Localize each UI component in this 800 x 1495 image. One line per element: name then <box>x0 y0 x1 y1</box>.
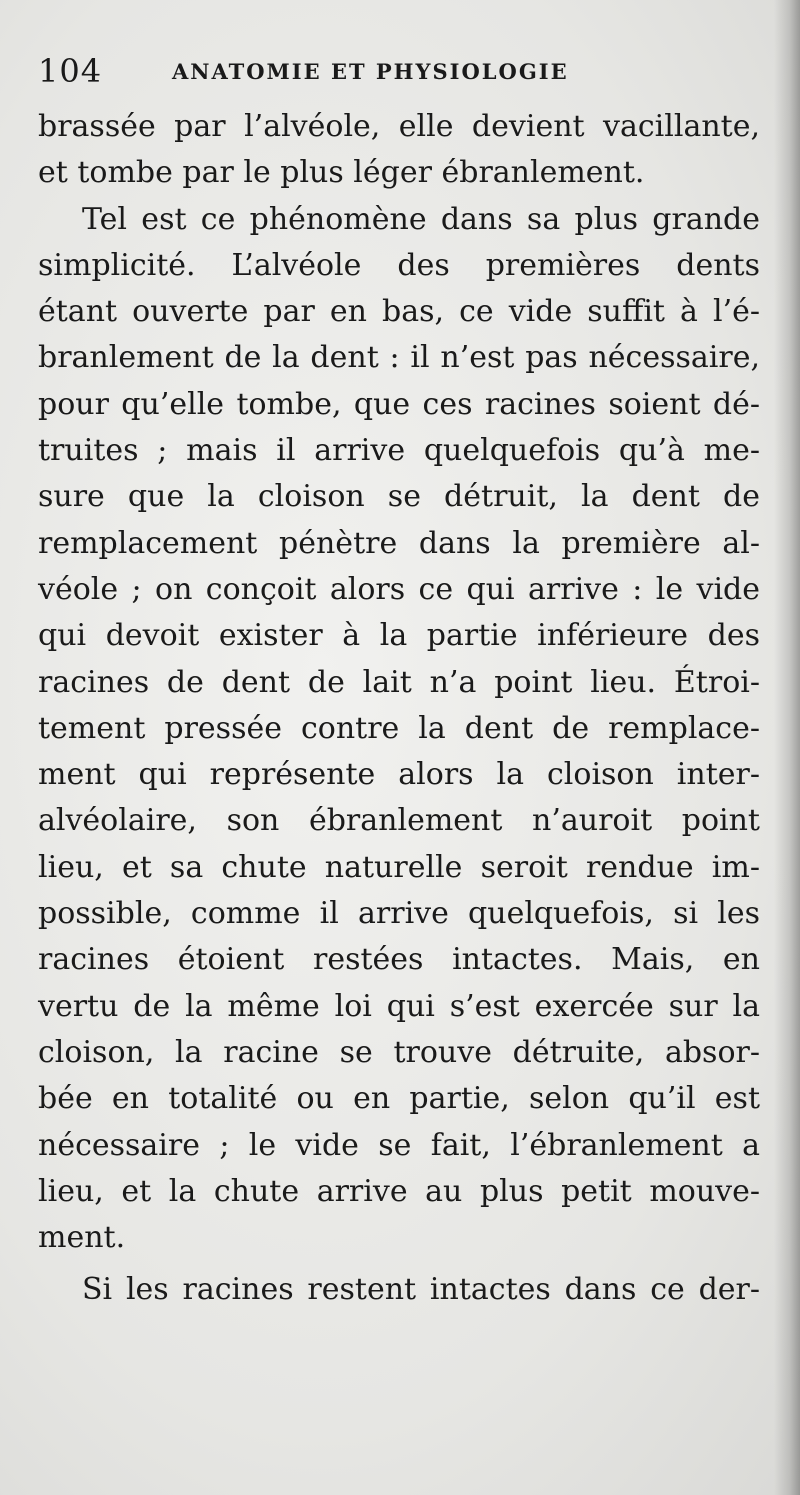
page-edge-shadow <box>774 0 800 1495</box>
text-line: pour qu’elle tombe, que ces racines soient dé- <box>38 386 760 422</box>
text-line: possible, comme il arrive quelquefois, si les <box>38 896 760 932</box>
text-line: bée en totalité ou en partie, selon qu’il est <box>38 1081 760 1117</box>
text-line: nécessaire ; le vide se fait, l’ébranlement a <box>38 1127 760 1163</box>
text-line: ment qui représente alors la cloison inter- <box>38 757 760 793</box>
paragraph-start-line: Tel est ce phénomène dans sa plus grande <box>82 201 760 237</box>
text-line: simplicité. L’alvéole des premières dents <box>38 247 760 283</box>
page-number: 104 <box>38 52 103 90</box>
text-line: truites ; mais il arrive quelquefois qu’à me- <box>38 433 760 469</box>
text-line: qui devoit exister à la partie inférieure des <box>38 618 760 654</box>
text-line: branlement de la dent : il n’est pas nécessaire, <box>38 340 760 376</box>
text-line: sure que la cloison se détruit, la dent de <box>38 479 760 515</box>
text-line: tement pressée contre la dent de remplace- <box>38 710 760 746</box>
text-line: lieu, et sa chute naturelle seroit rendue im- <box>38 849 760 885</box>
text-line: lieu, et la chute arrive au plus petit mouve- <box>38 1173 760 1209</box>
text-line: remplacement pénètre dans la première al- <box>38 525 760 561</box>
text-line: véole ; on conçoit alors ce qui arrive : le vide <box>38 571 760 607</box>
text-line: racines de dent de lait n’a point lieu. Étroi- <box>38 664 760 700</box>
text-line: et tombe par le plus léger ébranlement. <box>38 155 645 191</box>
text-line: vertu de la même loi qui s’est exercée sur la <box>38 988 760 1024</box>
running-title: ANATOMIE ET PHYSIOLOGIE <box>172 59 569 84</box>
text-line: alvéolaire, son ébranlement n’auroit point <box>38 803 760 839</box>
paragraph-start-line: Si les racines restent intactes dans ce der- <box>82 1272 760 1308</box>
page-header <box>38 52 758 92</box>
text-line: étant ouverte par en bas, ce vide suffit à l’é- <box>38 294 760 330</box>
text-line: brassée par l’alvéole, elle devient vacillante, <box>38 109 760 144</box>
text-line: racines étoient restées intactes. Mais, en <box>38 942 760 978</box>
text-line: cloison, la racine se trouve détruite, absor- <box>38 1034 760 1070</box>
body-text <box>38 104 760 1314</box>
text-line: ment. <box>38 1220 126 1256</box>
